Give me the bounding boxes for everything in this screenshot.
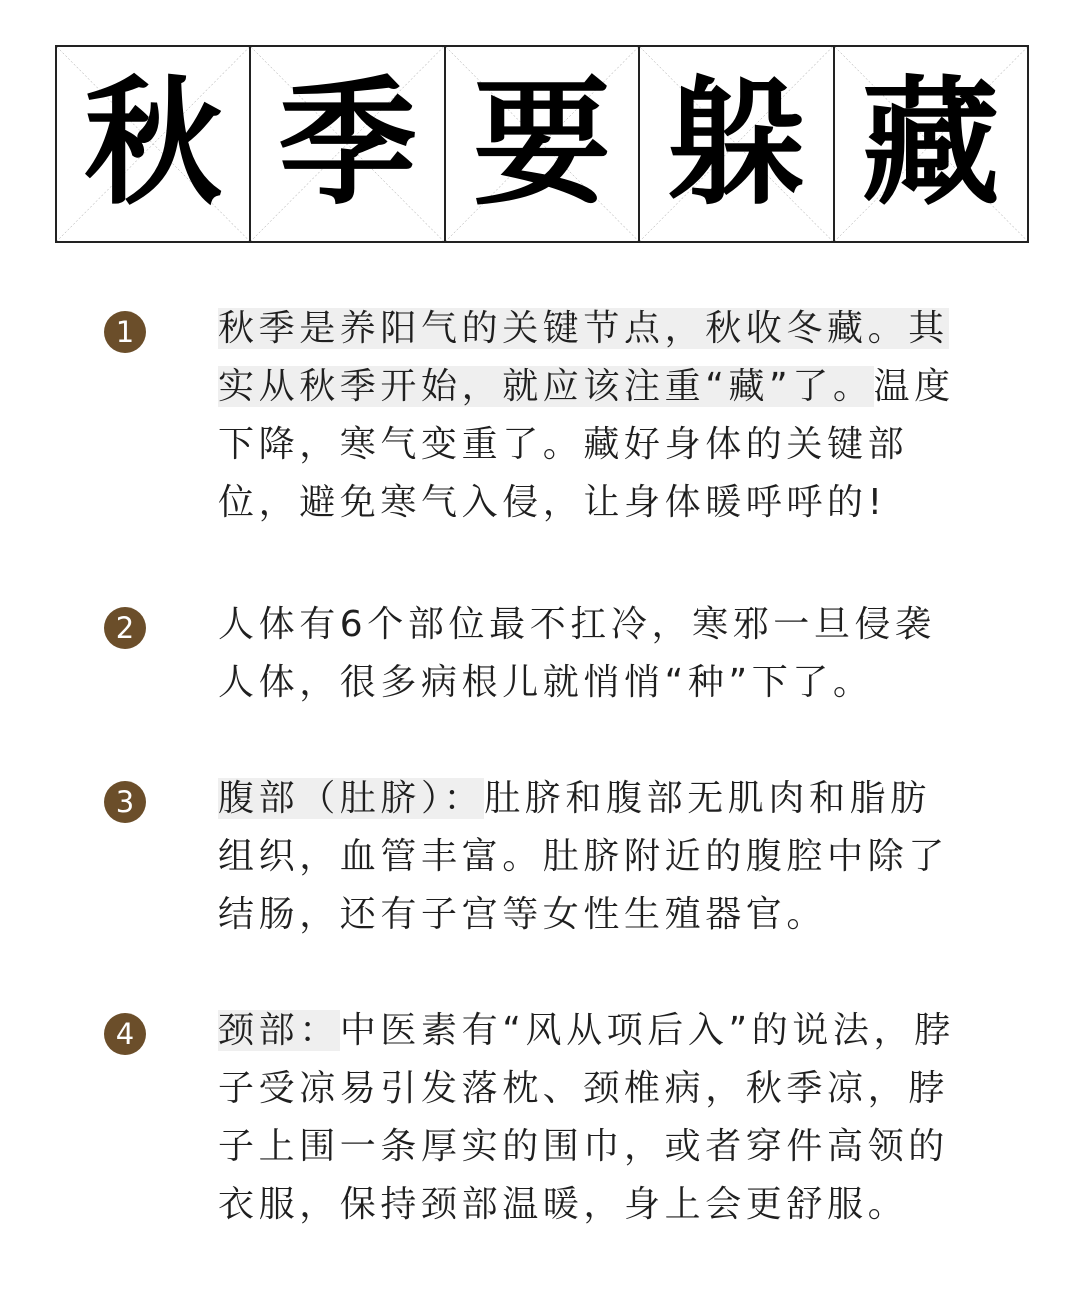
number-badge: 1 [104,311,146,353]
number-badge: 2 [104,607,146,649]
title-cell [446,47,640,241]
section-paragraph [218,596,963,712]
title-char: 秋 [84,63,223,224]
title-char: 躲 [667,63,806,224]
section-paragraph [218,1002,963,1234]
highlighted-text: 腹部（肚脐）： [218,778,485,819]
highlighted-text: 颈部： [218,1010,340,1051]
body-text: 中医素有“风从项后入”的说法，脖子受凉易引发落枕、颈椎病，秋季凉，脖子上围一条厚实的围巾，或者穿件高领的衣服，保持颈部温暖，身上会更舒服。 [218,1010,955,1225]
section-paragraph [218,300,963,532]
section-paragraph [218,770,963,944]
title-cell [57,47,251,241]
number-badge: 4 [104,1013,146,1055]
title-cell [835,47,1027,241]
number-badge: 3 [104,781,146,823]
title-cell [640,47,834,241]
title-char: 季 [278,63,417,224]
body-text: 人体有6个部位最不扛冷，寒邪一旦侵袭人体，很多病根儿就悄悄“种”下了。 [218,604,936,703]
highlighted-text: 秋季是养阳气的关键节点，秋收冬藏。其实从秋季开始，就应该注重“藏”了。 [218,308,949,407]
body-text: 温度下降，寒气变重了。藏好身体的关键部位，避免寒气入侵，让身体暖呼呼的! [218,366,955,523]
title-grid [55,45,1029,243]
title-char: 要 [473,63,612,224]
body-text: 肚脐和腹部无肌肉和脂肪组织，血管丰富。肚脐附近的腹腔中除了结肠，还有子宫等女性生殖器官。 [218,778,949,935]
title-cell [251,47,445,241]
title-char: 藏 [861,63,1000,224]
